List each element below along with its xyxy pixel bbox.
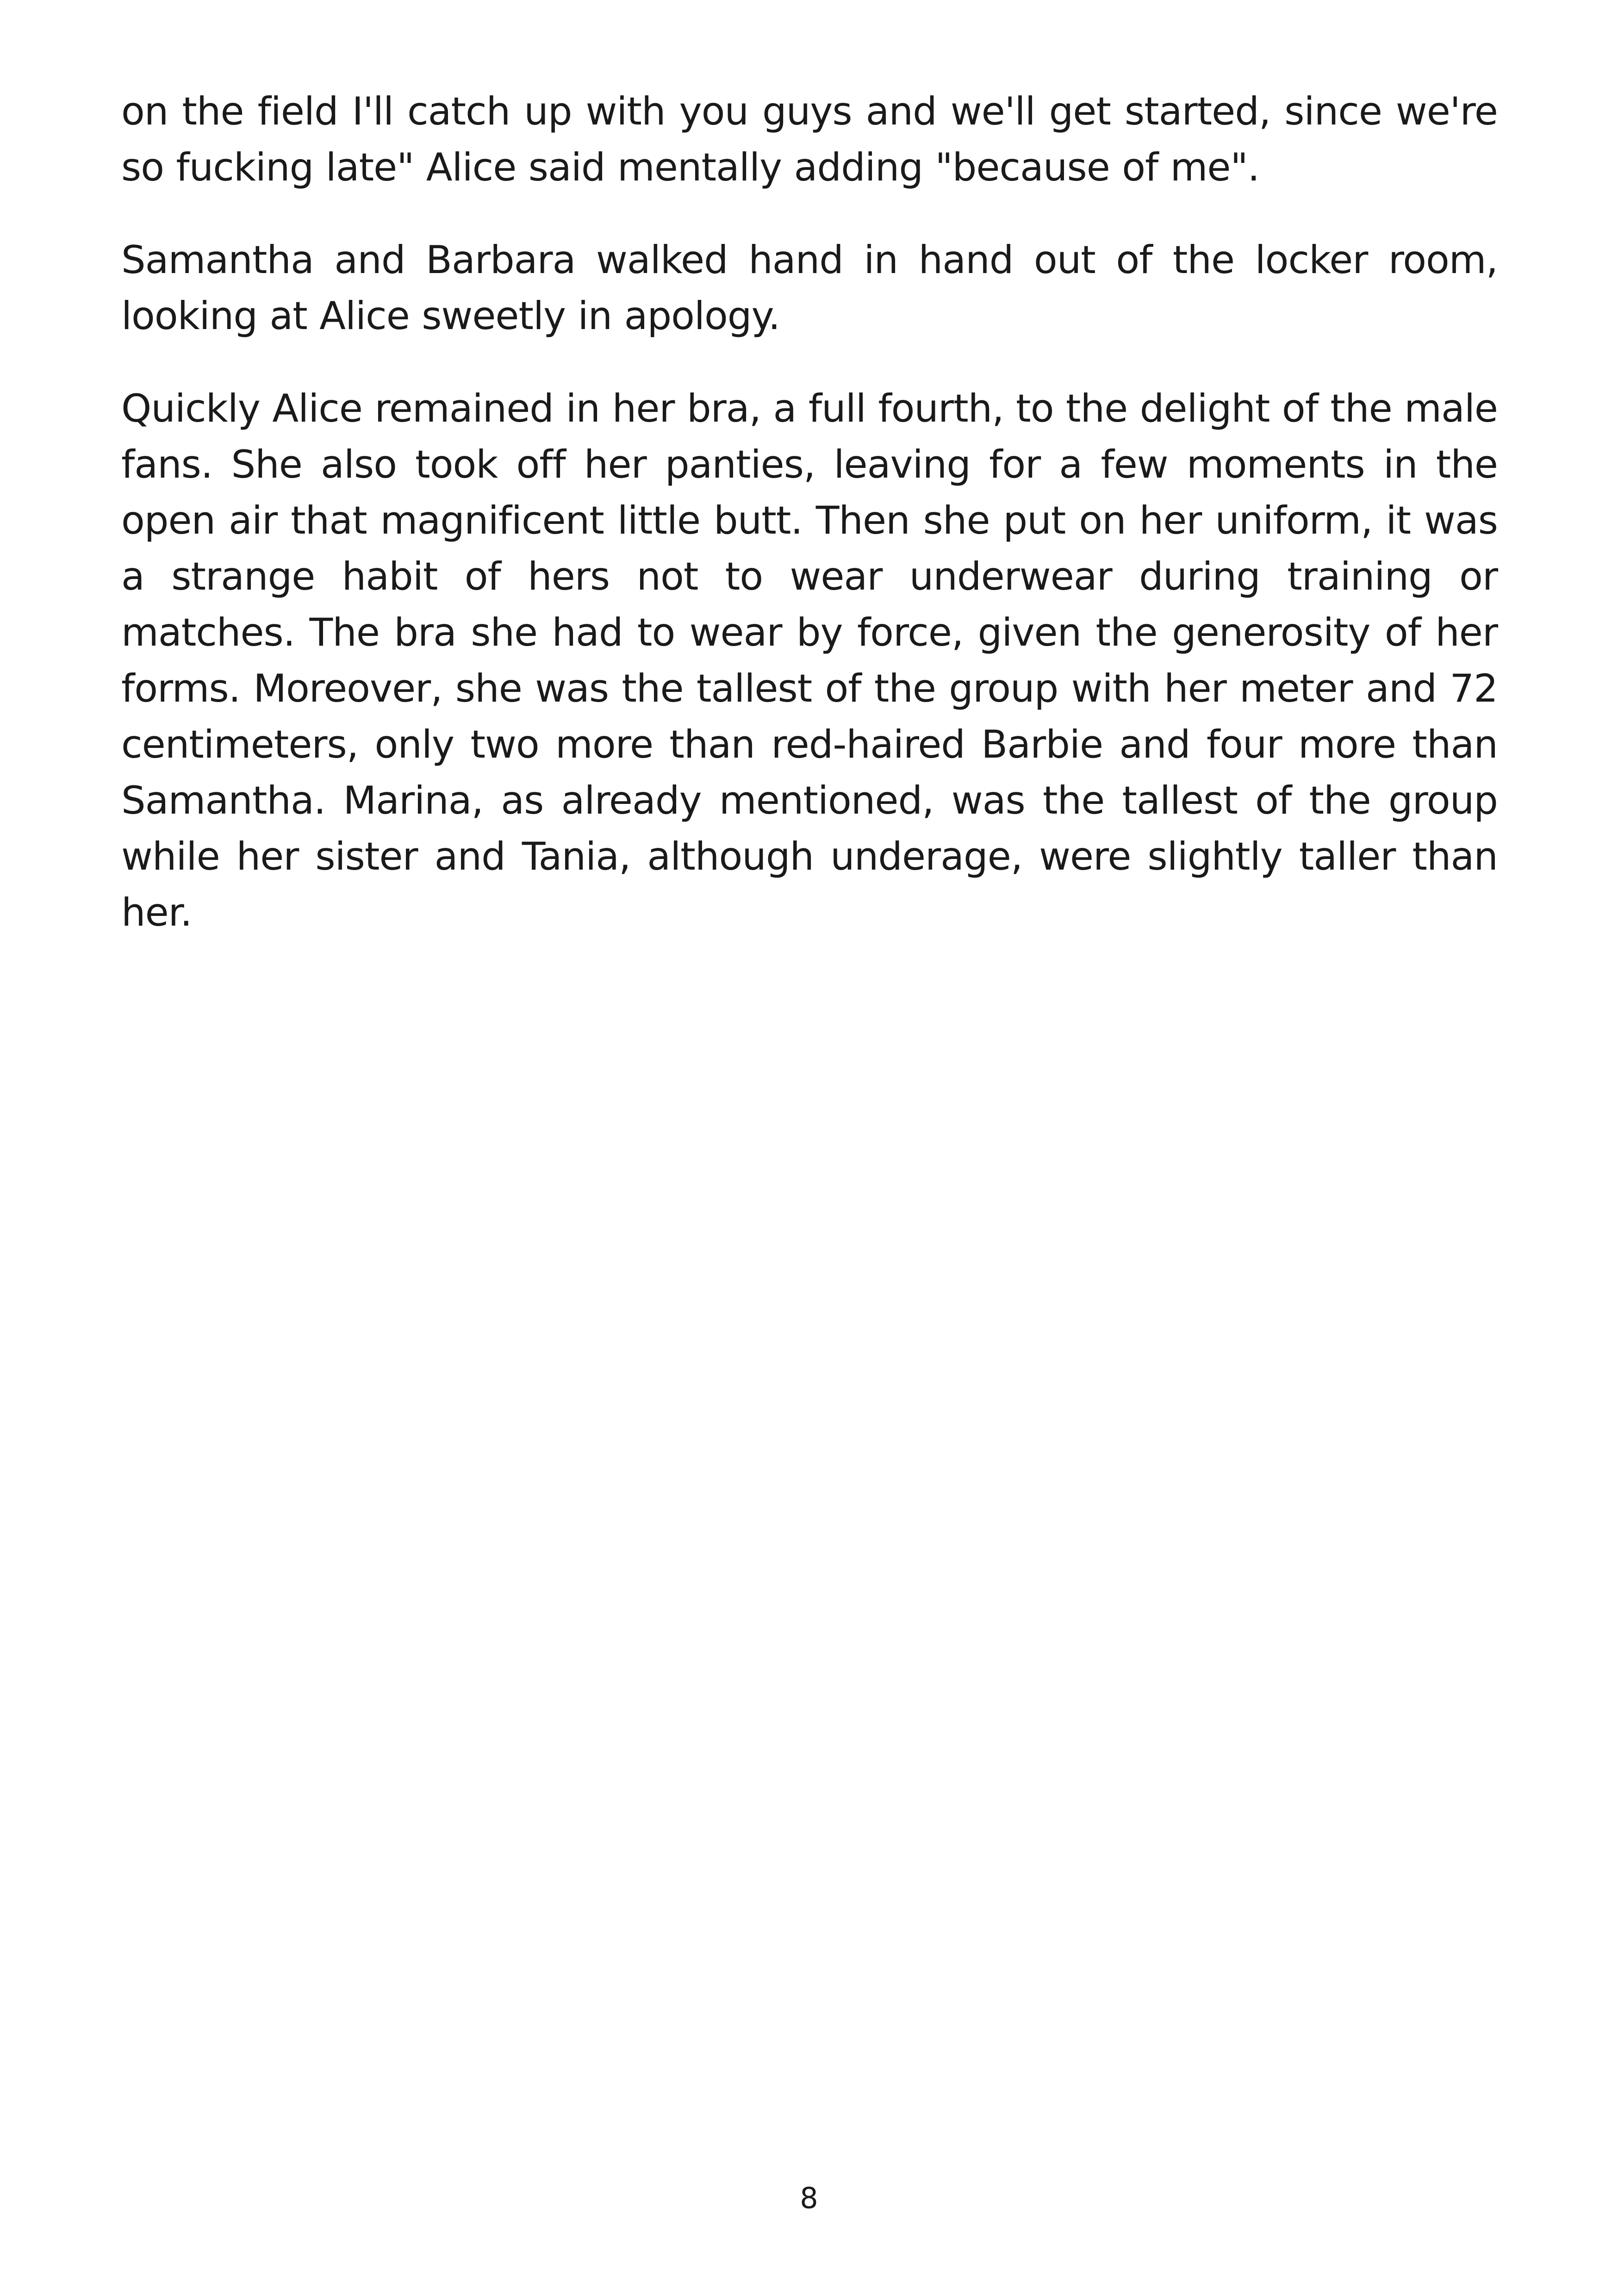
paragraph-2: Samantha and Barbara walked hand in hand out of the locker room, looking at Alice sweetly in apology. [121,237,1498,338]
body-text [121,83,1498,977]
paragraph-3: Quickly Alice remained in her bra, a full fourth, to the delight of the male fans. She also took off her panties, leaving for a few moments in the open air that magnificent little butt. Then she put on her uniform, it was a strange habit of hers not to wear underwear during training or matches. The bra she had to wear by force, given the generosity of her forms. Moreover, she was the tallest of the group with her meter and 72 centimeters, only two more than red-haired Barbie and four more than Samantha. Marina, as already mentioned, was the tallest of the group while her sister and Tania, although underage, were slightly taller than her. [121,386,1498,935]
page-number: 8 [800,2181,818,2215]
paragraph-1: on the field I'll catch up with you guys and we'll get started, since we're so fucking late" Alice said mentally adding "because of me". [121,89,1498,190]
